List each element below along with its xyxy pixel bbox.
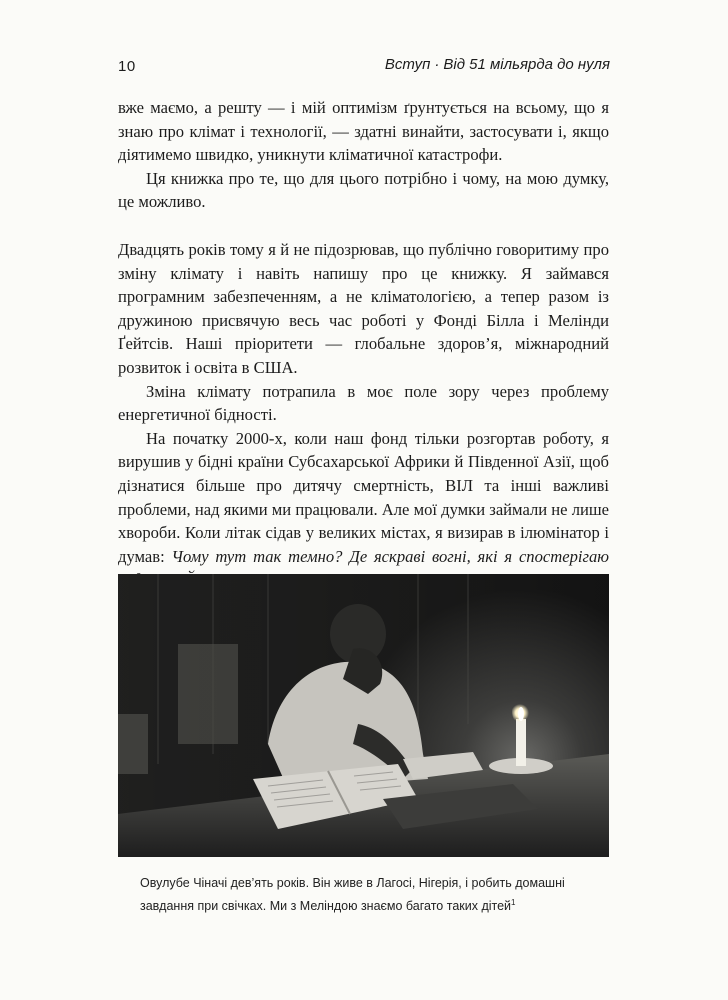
section-break (118, 214, 609, 238)
running-header (385, 56, 610, 73)
paragraph-4: Зміна клімату потрапила в моє поле зору через проблему енергетичної бідності. (118, 381, 609, 425)
body-text (118, 96, 609, 592)
candle-flame-core (518, 707, 524, 721)
figure-caption (140, 874, 610, 916)
running-header-separator: · (434, 56, 440, 73)
paragraph-2: Ця книжка про те, що для цього потрібно і чому, на мою думку, це можливо. (118, 168, 609, 212)
footnote-mark: 1 (511, 898, 516, 907)
background-chair (178, 644, 238, 744)
paragraph-3: Двадцять років тому я й не підозрював, що публічно говоритиму про зміну клімату і навіть напишу про це книжку. Я займався програмним забезпеченням, а не кліматологією, а тепер разом із дружиною присвячую весь час роботі у Фонді Білла і Мелінди Ґейтсів. Наші пріоритети — глобальне здоров’я, міжнародний розвиток і освіта в США. (118, 239, 609, 377)
paragraph-5-text: На початку 2000-х, коли наш фонд тільки розгортав роботу, я вирушив у бідні країни Субсахарської Африки й Південної Азії, щоб дізнатися більше про дитячу смертність, ВІЛ та інші важливі проблеми, над якими ми працювали. Але мої думки займали не лише хвороби. Коли літак сідав у великих містах, я визирав в ілюмінатор і думав: (118, 428, 609, 566)
page-number: 10 (118, 58, 136, 75)
running-header-chapter: Від 51 мільярда до нуля (443, 56, 610, 73)
paragraph-1: вже маємо, а решту — і мій оптимізм ґрунтується на всьому, що я знаю про клімат і технології, — здатні винайти, застосувати і, якщо діятимемо швидко, уникнути кліматичної катастрофи. (118, 98, 609, 165)
background-box (118, 714, 148, 774)
paragraph-5-italic-thought: Чому тут так темно? Де яскраві вогні, які я спостерігаю (171, 546, 609, 566)
running-header-section: Вступ (384, 56, 431, 73)
photo-illustration (118, 574, 609, 857)
photo-boy-studying-by-candlelight (118, 574, 609, 857)
candle (516, 719, 526, 766)
caption-text: Овулубе Чіначі дев’ять років. Він живе в Лагосі, Нігерія, і робить домашні завдання при свічках. Ми з Меліндою знаємо багато таких дітей (140, 876, 565, 914)
paragraph-5 (118, 427, 609, 592)
